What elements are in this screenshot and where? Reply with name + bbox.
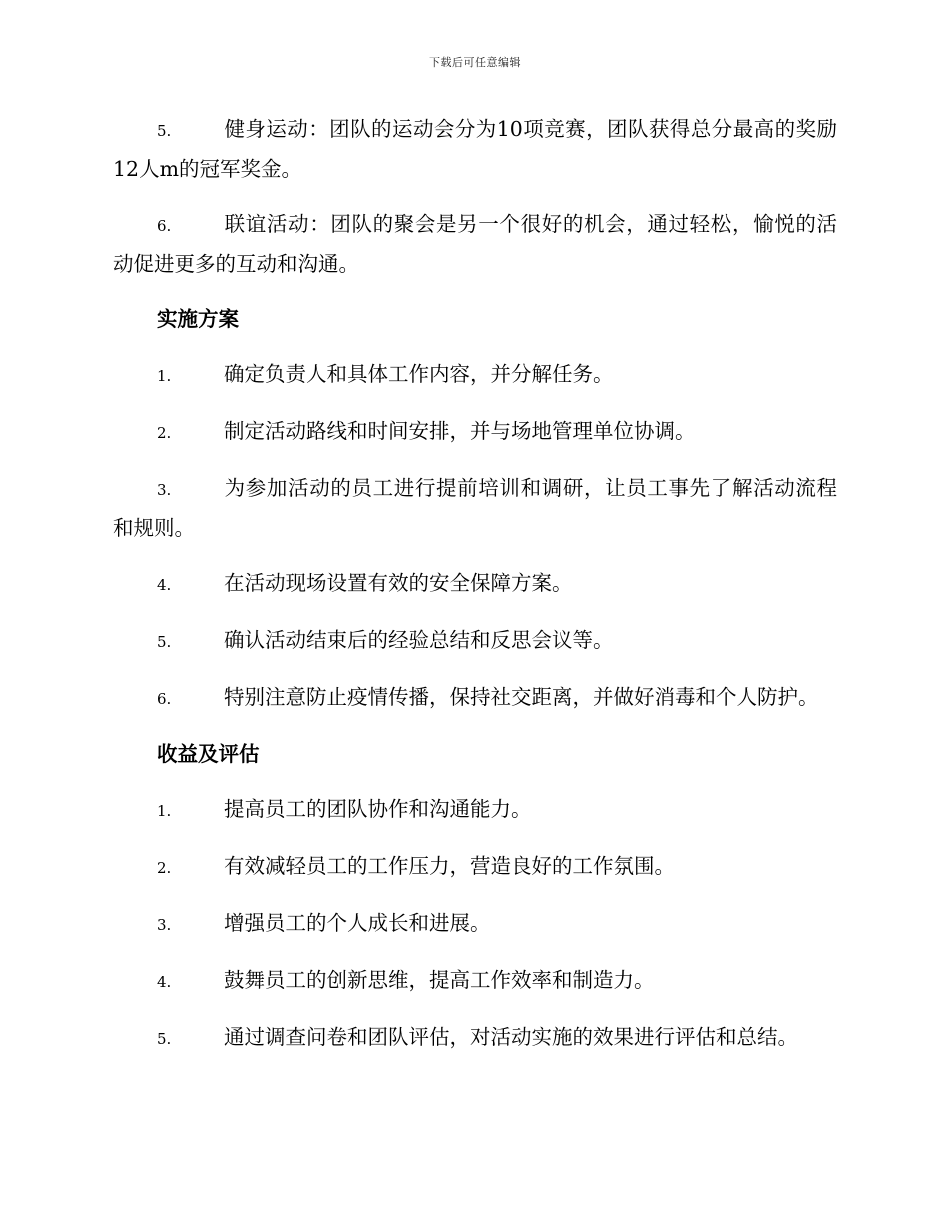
list-number: 1. <box>157 367 172 385</box>
list-number: 5. <box>157 122 172 140</box>
list-text: 健身运动：团队的运动会分为10项竞赛，团队获得总分最高的奖励12人m的冠军奖金。 <box>113 117 837 181</box>
list-number: 5. <box>157 633 172 651</box>
list-item <box>113 469 837 547</box>
list-number: 2. <box>157 424 172 442</box>
list-text: 在活动现场设置有效的安全保障方案。 <box>224 571 573 595</box>
list-text: 为参加活动的员工进行提前培训和调研，让员工事先了解活动流程和规则。 <box>113 476 837 540</box>
list-text: 通过调查问卷和团队评估，对活动实施的效果进行评估和总结。 <box>224 1025 798 1049</box>
page-header: 下载后可任意编辑 <box>429 56 521 69</box>
list-number: 3. <box>157 481 172 499</box>
document-body <box>113 110 837 1075</box>
list-item <box>113 621 837 661</box>
list-item <box>113 790 837 830</box>
list-number: 5. <box>157 1030 172 1048</box>
list-item <box>113 1018 837 1058</box>
list-item <box>113 412 837 452</box>
list-item <box>113 205 837 283</box>
list-text: 鼓舞员工的创新思维，提高工作效率和制造力。 <box>224 968 655 992</box>
list-number: 6. <box>157 217 172 235</box>
list-item <box>113 678 837 718</box>
list-number: 6. <box>157 690 172 708</box>
list-item <box>113 961 837 1001</box>
list-number: 1. <box>157 802 172 820</box>
list-text: 特别注意防止疫情传播，保持社交距离，并做好消毒和个人防护。 <box>224 685 819 709</box>
list-item <box>113 355 837 395</box>
list-text: 有效减轻员工的工作压力，营造良好的工作氛围。 <box>224 854 675 878</box>
list-item <box>113 847 837 887</box>
list-number: 4. <box>157 576 172 594</box>
list-text: 确定负责人和具体工作内容，并分解任务。 <box>224 362 614 386</box>
list-text: 提高员工的团队协作和沟通能力。 <box>224 797 532 821</box>
list-item <box>113 564 837 604</box>
list-text: 联谊活动：团队的聚会是另一个很好的机会，通过轻松，愉悦的活动促进更多的互动和沟通。 <box>113 212 837 276</box>
list-number: 2. <box>157 859 172 877</box>
list-number: 3. <box>157 916 172 934</box>
list-number: 4. <box>157 973 172 991</box>
list-text: 确认活动结束后的经验总结和反思会议等。 <box>224 628 614 652</box>
list-item <box>113 904 837 944</box>
section-heading-benefits: 收益及评估 <box>157 742 260 766</box>
list-item <box>113 110 837 188</box>
section-heading-implementation: 实施方案 <box>157 307 239 331</box>
list-text: 制定活动路线和时间安排，并与场地管理单位协调。 <box>224 419 696 443</box>
list-text: 增强员工的个人成长和进展。 <box>224 911 491 935</box>
